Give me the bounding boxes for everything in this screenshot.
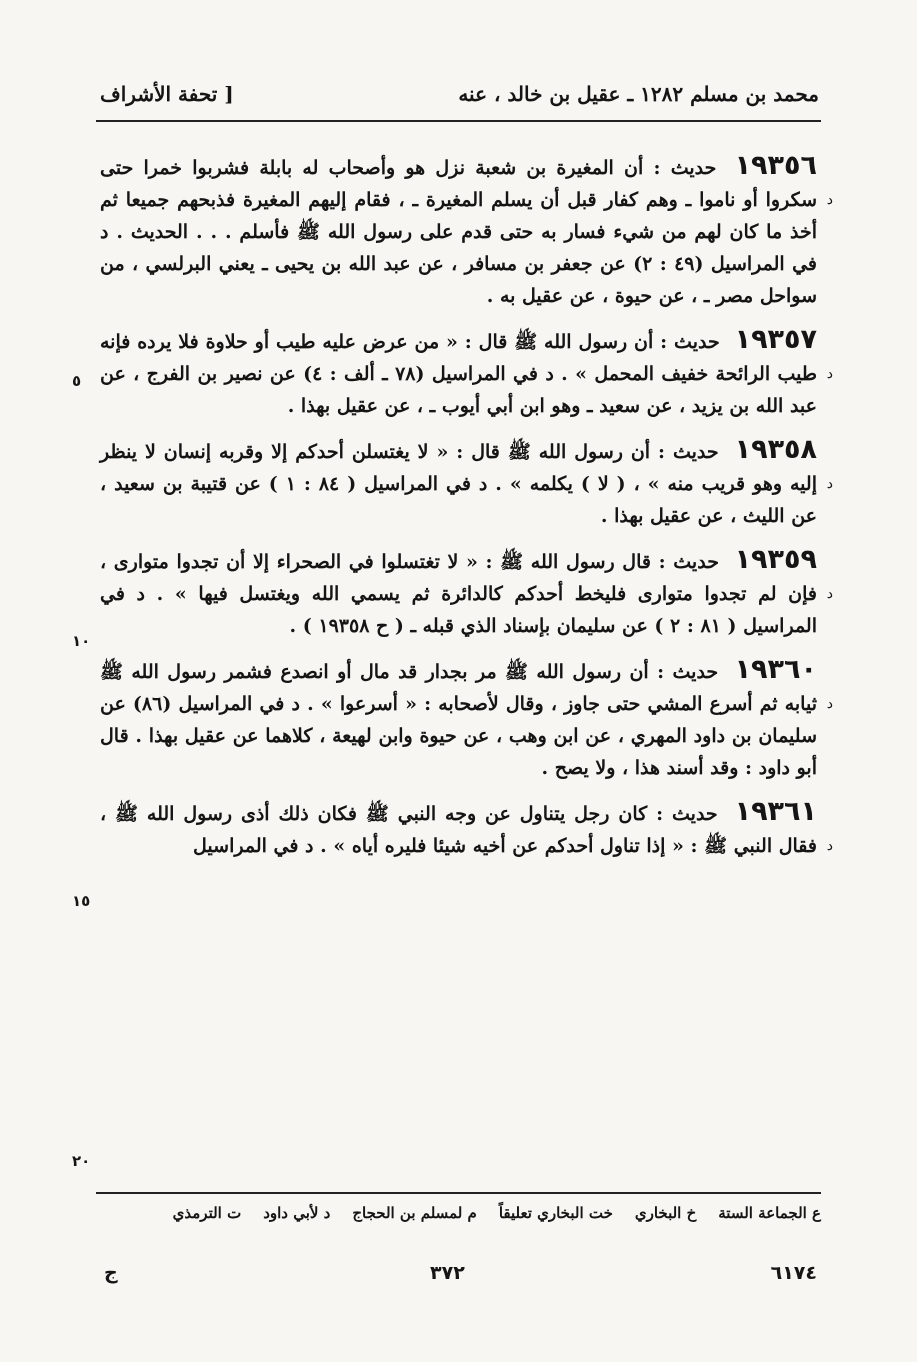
line-number-marker: ١٠ [72,632,91,650]
abbreviation-item: ع الجماعة الستة [718,1204,821,1222]
signature-letter: ج [104,1262,118,1284]
hadith-number: ١٩٣٥٧ [734,324,817,355]
source-sigla: د [826,476,833,492]
volume-code: ٦١٧٤ [770,1262,817,1284]
hadith-text: حديث : كان رجل يتناول عن وجه النبي ﷺ فكان ذلك أذى رسول الله ﷺ ، فقال النبي ﷺ : « إذا تناول أحدكم عن أخيه شيئا فليره أياه » . د في المراسيل [100,803,817,857]
hadith-number: ١٩٣٦١ [734,796,817,827]
source-sigla: د [826,586,833,602]
abbreviation-item: م لمسلم بن الحجاج [352,1204,477,1222]
hadith-number: ١٩٣٥٩ [734,544,817,575]
abbreviation-item: د لأبي داود [263,1204,331,1222]
hadith-entry [100,654,833,784]
footer-divider [96,1192,821,1194]
header-divider [96,120,821,122]
abbreviation-item: ت الترمذي [172,1204,242,1222]
hadith-text: حديث : أن المغيرة بن شعبة نزل هو وأصحاب له بابلة فشربوا خمرا حتى سكروا أو ناموا ـ وهم كفار قبل أن يسلم المغيرة ـ ، فقام إليهم المغيرة فذبحهم جميعا ثم أخذ ما كان لهم من شيء فسار به حتى قدم على رسول الله ﷺ فأسلم . . . الحديث . د في المراسيل (٤٩ : ٢) عن جعفر بن مسافر ، عن عبد الله بن يحيى ـ يعني البرلسي ، من سواحل مصر ـ ، عن حيوة ، عن عقيل به . [100,157,817,307]
hadith-entry [100,544,833,642]
source-sigla: د [826,366,833,382]
hadith-text: حديث : أن رسول الله ﷺ قال : « لا يغتسلن أحدكم إلا وقربه إنسان لا ينظر إليه وهو قريب منه » ، ( لا ) يكلمه » . د في المراسيل ( ٨٤ : ١ ) عن قتيبة بن سعيد ، عن الليث ، عن عقيل بهذا . [100,441,817,527]
hadith-number: ١٩٣٥٨ [734,434,818,465]
source-sigla: د [826,838,833,854]
page-number: ٣٧٢ [430,1262,465,1284]
hadith-text: حديث : قال رسول الله ﷺ : « لا تغتسلوا في الصحراء إلا أن تجدوا متوارى ، فإن لم تجدوا متوارى فليخط أحدكم كالدائرة ثم يسمي الله ويغتسل فيها » . د في المراسيل ( ٨١ : ٢ ) عن سليمان بإسناد الذي قبله ـ ( ح ١٩٣٥٨ ) . [100,551,817,637]
abbreviation-item: خ البخاري [634,1204,697,1222]
hadith-number: ١٩٣٥٦ [734,150,817,181]
running-header-book: [ تحفة الأشراف [100,82,234,106]
abbreviation-item: خت البخاري تعليقاً [498,1204,613,1222]
source-sigla: د [826,696,833,712]
hadith-text: حديث : أن رسول الله ﷺ مر بجدار قد مال أو انصدع فشمر رسول الله ﷺ ثيابه ثم أسرع المشي حتى جاوز ، وقال لأصحابه : « أسرعوا » . د في المراسيل (٨٦) عن سليمان بن داود المهري ، عن ابن وهب ، عن حيوة وابن لهيعة ، كلاهما عن عقيل بهذا . قال أبو داود : وقد أسند هذا ، ولا يصح . [100,661,817,779]
line-number-marker: ٢٠ [72,1152,91,1170]
abbreviation-key [100,1204,821,1222]
hadith-entry [100,434,833,532]
hadith-entries [100,150,833,874]
hadith-entry [100,324,833,422]
line-number-marker: ١٥ [72,892,91,910]
running-header-title: محمد بن مسلم ١٢٨٢ ـ عقيل بن خالد ، عنه [458,82,819,106]
hadith-entry [100,796,833,862]
hadith-entry [100,150,833,312]
line-number-marker: ٥ [72,372,82,390]
source-sigla: د [826,192,833,208]
hadith-number: ١٩٣٦٠ [734,654,817,685]
hadith-text: حديث : أن رسول الله ﷺ قال : « من عرض عليه طيب أو حلاوة فلا يرده فإنه طيب الرائحة خفيف المحمل » . د في المراسيل (٧٨ ـ ألف : ٤) عن نصير بن الفرج ، عن عبد الله بن يزيد ، عن سعيد ـ وهو ابن أبي أيوب ـ ، عن عقيل بهذا . [100,331,817,417]
